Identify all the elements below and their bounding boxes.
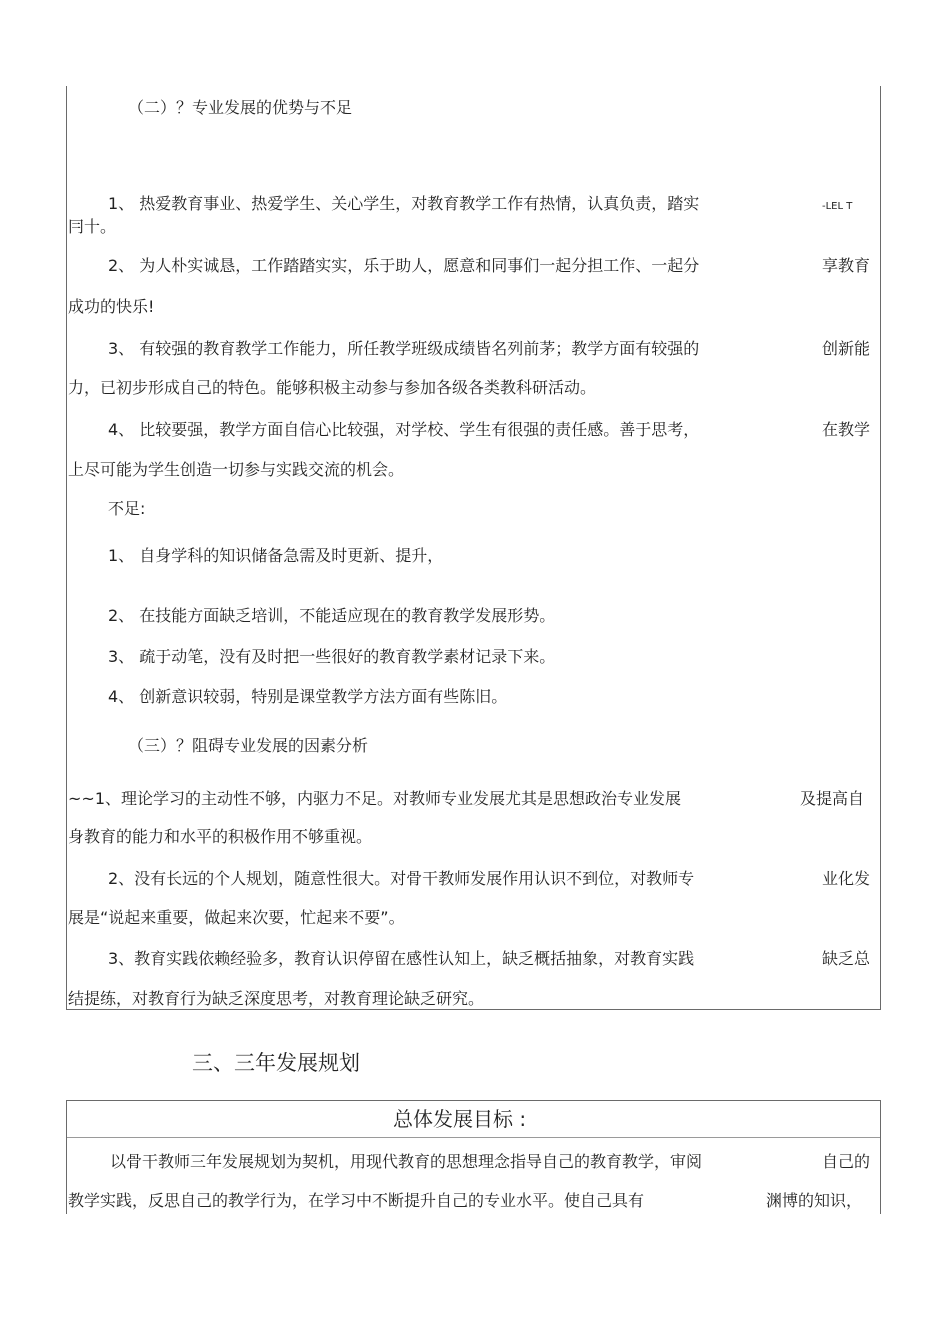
- factor-3-line2: 结提练，对教育行为缺乏深度思考，对教育理论缺乏研究。: [68, 989, 485, 1008]
- plan-paragraph-line1-end: 自己的: [822, 1152, 871, 1171]
- factor-3-line1-end: 缺乏总: [822, 949, 871, 968]
- advantage-1-line1: 1、 热爱教育事业、热爱学生、关心学生，对教育教学工作有热情，认真负责，踏实: [108, 194, 700, 213]
- factor-2-line1-end: 业化发: [822, 869, 871, 888]
- advantage-1-line2: 冃十。: [68, 217, 117, 236]
- plan-heading: 三、三年发展规划: [192, 1051, 360, 1075]
- advantage-4-line1: 4、 比较要强，教学方面自信心比较强，对学校、学生有很强的责任感。善于思考，: [108, 420, 700, 439]
- factor-1-line1-end: 及提高自: [800, 789, 865, 808]
- section-heading-strengths-weaknesses: （二）？专业发展的优势与不足: [128, 98, 353, 117]
- plan-paragraph-line1: 以骨干教师三年发展规划为契机，用现代教育的思想理念指导自己的教育教学，审阅: [110, 1152, 703, 1171]
- plan-paragraph-line2: 教学实践，反思自己的教学行为，在学习中不断提升自己的专业水平。使自己具有: [68, 1191, 645, 1210]
- advantage-4-line2: 上尽可能为学生创造一切参与实践交流的机会。: [68, 460, 405, 479]
- advantage-3-line1: 3、 有较强的教育教学工作能力，所任教学班级成绩皆名列前茅；教学方面有较强的: [108, 339, 700, 358]
- plan-table-divider: [67, 1137, 880, 1138]
- weakness-item-2: 2、 在技能方面缺乏培训，不能适应现在的教育教学发展形势。: [108, 606, 556, 625]
- factor-2-line2: 展是“说起来重要，做起来次要，忙起来不要”。: [68, 908, 405, 927]
- overall-target-title: 总体发展目标 :: [393, 1107, 527, 1131]
- factor-3-line1: 3、教育实践依赖经验多，教育认识停留在感性认知上，缺乏概括抽象，对教育实践: [108, 949, 695, 968]
- advantage-3-line1-end: 创新能: [822, 339, 871, 358]
- advantage-3-line2: 力，已初步形成自己的特色。能够积极主动参与参加各级各类教科研活动。: [68, 378, 597, 397]
- weakness-label: 不足:: [108, 499, 146, 518]
- weakness-item-4: 4、 创新意识较弱，特别是课堂教学方法方面有些陈旧。: [108, 687, 508, 706]
- advantage-2-line1-end: 享教育: [822, 256, 871, 275]
- advantage-4-line1-end: 在教学: [822, 420, 871, 439]
- advantage-2-line1: 2、 为人朴实诚恳，工作踏踏实实，乐于助人，愿意和同事们一起分担工作、一起分: [108, 256, 700, 275]
- factor-2-line1: 2、没有长远的个人规划，随意性很大。对骨干教师发展作用认识不到位，对教师专: [108, 869, 695, 888]
- factor-1-line1: ~~1、理论学习的主动性不够，内驱力不足。对教师专业发展尤其是思想政治专业发展: [68, 789, 681, 808]
- factor-1-line2: 身教育的能力和水平的积极作用不够重视。: [68, 827, 373, 846]
- advantage-2-line2: 成功的快乐!: [68, 297, 155, 316]
- margin-artifact-text: -LEL T: [822, 201, 853, 212]
- section-heading-obstacles: （三）？阻碍专业发展的因素分析: [128, 736, 369, 755]
- weakness-item-3: 3、 疏于动笔，没有及时把一些很好的教育教学素材记录下来。: [108, 647, 556, 666]
- plan-paragraph-line2-end: 渊博的知识，: [766, 1191, 863, 1210]
- weakness-item-1: 1、 自身学科的知识储备急需及时更新、提升，: [108, 546, 444, 565]
